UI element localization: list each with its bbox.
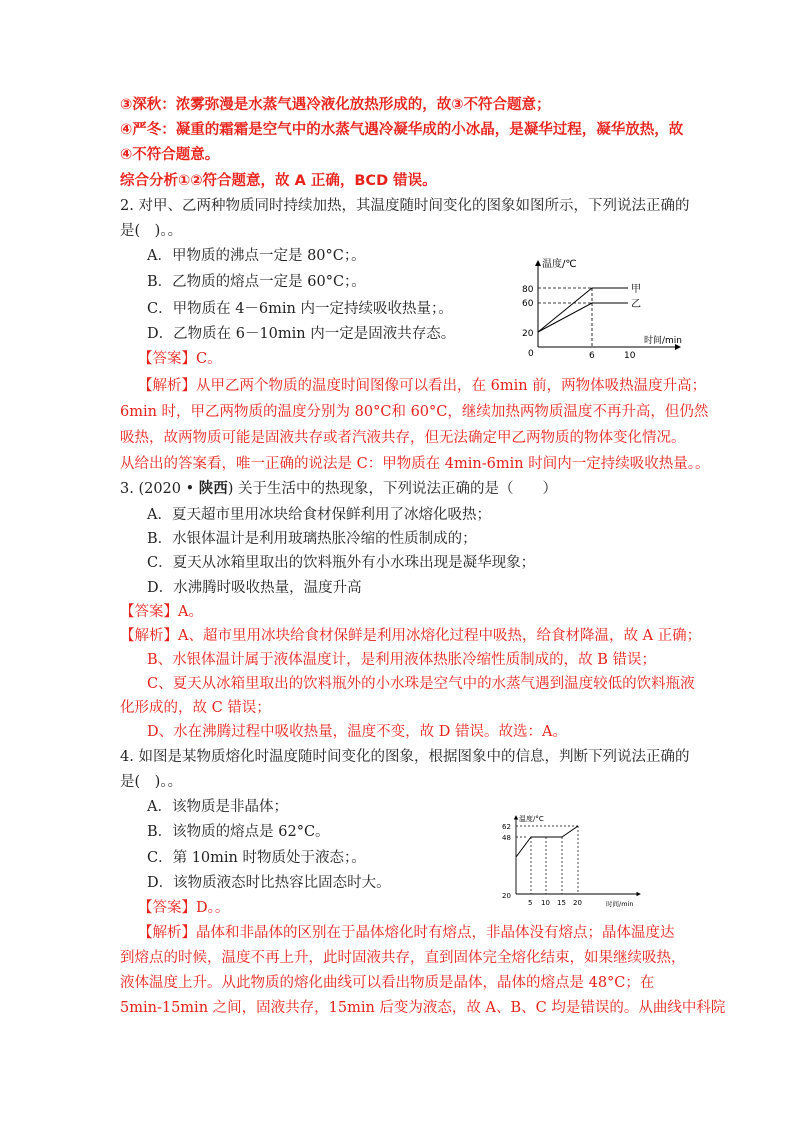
q4-explanation-line-2: 到熔点的时候，温度不再上升，此时固液共存，直到固体完全熔化结束，如果继续吸热， (120, 950, 686, 966)
q4-explanation-line-3: 液体温度上升。从此物质的熔化曲线可以看出物质是晶体，晶体的熔点是 48°C；在 (120, 975, 655, 991)
q3-option-a: A．夏天超市里用冰块给食材保鲜利用了冰熔化吸热； (147, 507, 491, 523)
q2-option-a: A．甲物质的沸点一定是 80°C；。 (147, 248, 366, 264)
q3-stem-source: 陕西 (198, 481, 228, 497)
x-tick-20: 20 (573, 899, 582, 907)
q4-explanation-line-1: 【解析】晶体和非晶体的区别在于晶体熔化时有熔点，非晶体没有熔点；晶体温度达 (138, 925, 675, 941)
y-tick-60: 60 (522, 299, 534, 309)
y-tick-80: 80 (522, 285, 534, 295)
q2-option-d: D．乙物质在 6－10min 内一定是固液共存态。 (147, 326, 456, 342)
y-tick-48: 48 (502, 834, 511, 842)
q4-option-d: D．该物质液态时比热容比固态时大。 (147, 875, 391, 891)
q3-option-b: B．水银体温计是利用玻璃热胀冷缩的性质制成的； (147, 531, 477, 547)
y-tick-62: 62 (502, 823, 511, 831)
x-tick-10: 10 (541, 899, 550, 907)
q2-stem-line-1: 2. 对甲、乙两种物质同时持续加热，其温度随时间变化的图象如图所示，下列说法正确的 (120, 198, 690, 214)
q3-answer: 【答案】A。 (120, 604, 203, 620)
prev-analysis-line-4: 综合分析①②符合题意，故 A 正确，BCD 错误。 (120, 173, 437, 189)
x-tick-5: 5 (528, 899, 533, 907)
q4-option-a: A．该物质是非晶体； (147, 799, 288, 815)
x-tick-6: 6 (589, 351, 595, 361)
q3-stem-prefix: 3. (2020 • (120, 481, 199, 497)
y-axis-label: 温度/℃ (542, 259, 577, 270)
q4-stem-line-1: 4. 如图是某物质熔化时温度随时间变化的图象，根据图象中的信息，判断下列说法正确的 (120, 749, 690, 765)
q3-stem (120, 478, 557, 500)
series-yi-line (538, 303, 628, 332)
melting-curve (516, 826, 578, 857)
prev-analysis-line-3: ④不符合题意。 (120, 147, 220, 163)
q4-option-c: C．第 10min 时物质处于液态；。 (147, 850, 366, 866)
q3-explanation-line-5: D、水在沸腾过程中吸收热量，温度不变，故 D 错误。故选：A。 (147, 724, 567, 740)
y-tick-0: 0 (528, 349, 534, 359)
q4-answer: 【答案】D。。 (138, 900, 230, 916)
y-tick-20: 20 (502, 892, 511, 900)
q2-explanation-line-3: 吸热，故两物质可能是固液共存或者汽液共存，但无法确定甲乙两物质的物体变化情况。 (120, 430, 686, 446)
q2-explanation-line-4: 从给出的答案看，唯一正确的说法是 C：甲物质在 4min-6min 时间内一定持续吸收热量。。 (120, 456, 710, 472)
prev-analysis-line-1: ③深秋：浓雾弥漫是水蒸气遇冷液化放热形成的，故③不符合题意； (120, 97, 551, 113)
series-jia-label: 甲 (631, 284, 641, 295)
q2-option-c: C．甲物质在 4－6min 内一定持续吸收热量；。 (147, 301, 453, 317)
q3-explanation-line-3: C、夏天从冰箱里取出的饮料瓶外的小水珠是空气中的水蒸气遇到温度较低的饮料瓶液 (147, 676, 695, 692)
x-tick-15: 15 (557, 899, 566, 907)
q3-explanation-line-1: 【解析】A、超市里用冰块给食材保鲜是利用冰熔化过程中吸热，给食材降温，故 A 正确； (120, 628, 702, 644)
q3-explanation-line-4: 化形成的，故 C 错误； (120, 700, 271, 716)
x-axis-label: 时间/min (606, 900, 634, 908)
q2-option-b: B．乙物质的熔点一定是 60°C；。 (147, 274, 366, 290)
q2-explanation-line-1: 【解析】从甲乙两个物质的温度时间图像可以看出，在 6min 前，两物体吸热温度升高； (138, 378, 707, 394)
x-tick-10: 10 (624, 351, 636, 361)
q2-stem-line-2: 是( )。。 (120, 223, 183, 239)
q4-option-b: B．该物质的熔点是 62°C。 (147, 824, 330, 840)
q3-option-d: D．水沸腾时吸收热量，温度升高 (147, 580, 362, 596)
q4-explanation-line-4: 5min-15min 之间，固液共存，15min 后变为液态，故 A、B、C 均是错误的。从曲线中科院 (120, 1000, 726, 1016)
y-axis-label: 温度/°C (519, 815, 544, 823)
q2-temperature-chart (520, 255, 690, 365)
q4-melting-chart (500, 812, 648, 908)
q2-answer: 【答案】C。 (138, 351, 222, 367)
series-jia-line (538, 288, 628, 332)
y-tick-20: 20 (522, 329, 534, 339)
q3-stem-suffix: ) 关于生活中的热现象，下列说法正确的是（ ） (227, 481, 558, 497)
q3-explanation-line-2: B、水银体温计属于液体温度计，是利用液体热胀冷缩性质制成的，故 B 错误； (147, 652, 657, 668)
q3-option-c: C．夏天从冰箱里取出的饮料瓶外有小水珠出现是凝华现象； (147, 555, 536, 571)
x-axis-label: 时间/min (644, 336, 683, 346)
prev-analysis-line-2: ④严冬：凝重的霜霜是空气中的水蒸气遇冷凝华成的小冰晶，是凝华过程，凝华放热，故 (120, 122, 684, 138)
series-yi-label: 乙 (631, 299, 641, 310)
q2-explanation-line-2: 6min 时，甲乙两物质的温度分别为 80°C和 60°C，继续加热两物质温度不再升高，但仍然 (120, 404, 709, 420)
q4-stem-line-2: 是( )。。 (120, 774, 183, 790)
